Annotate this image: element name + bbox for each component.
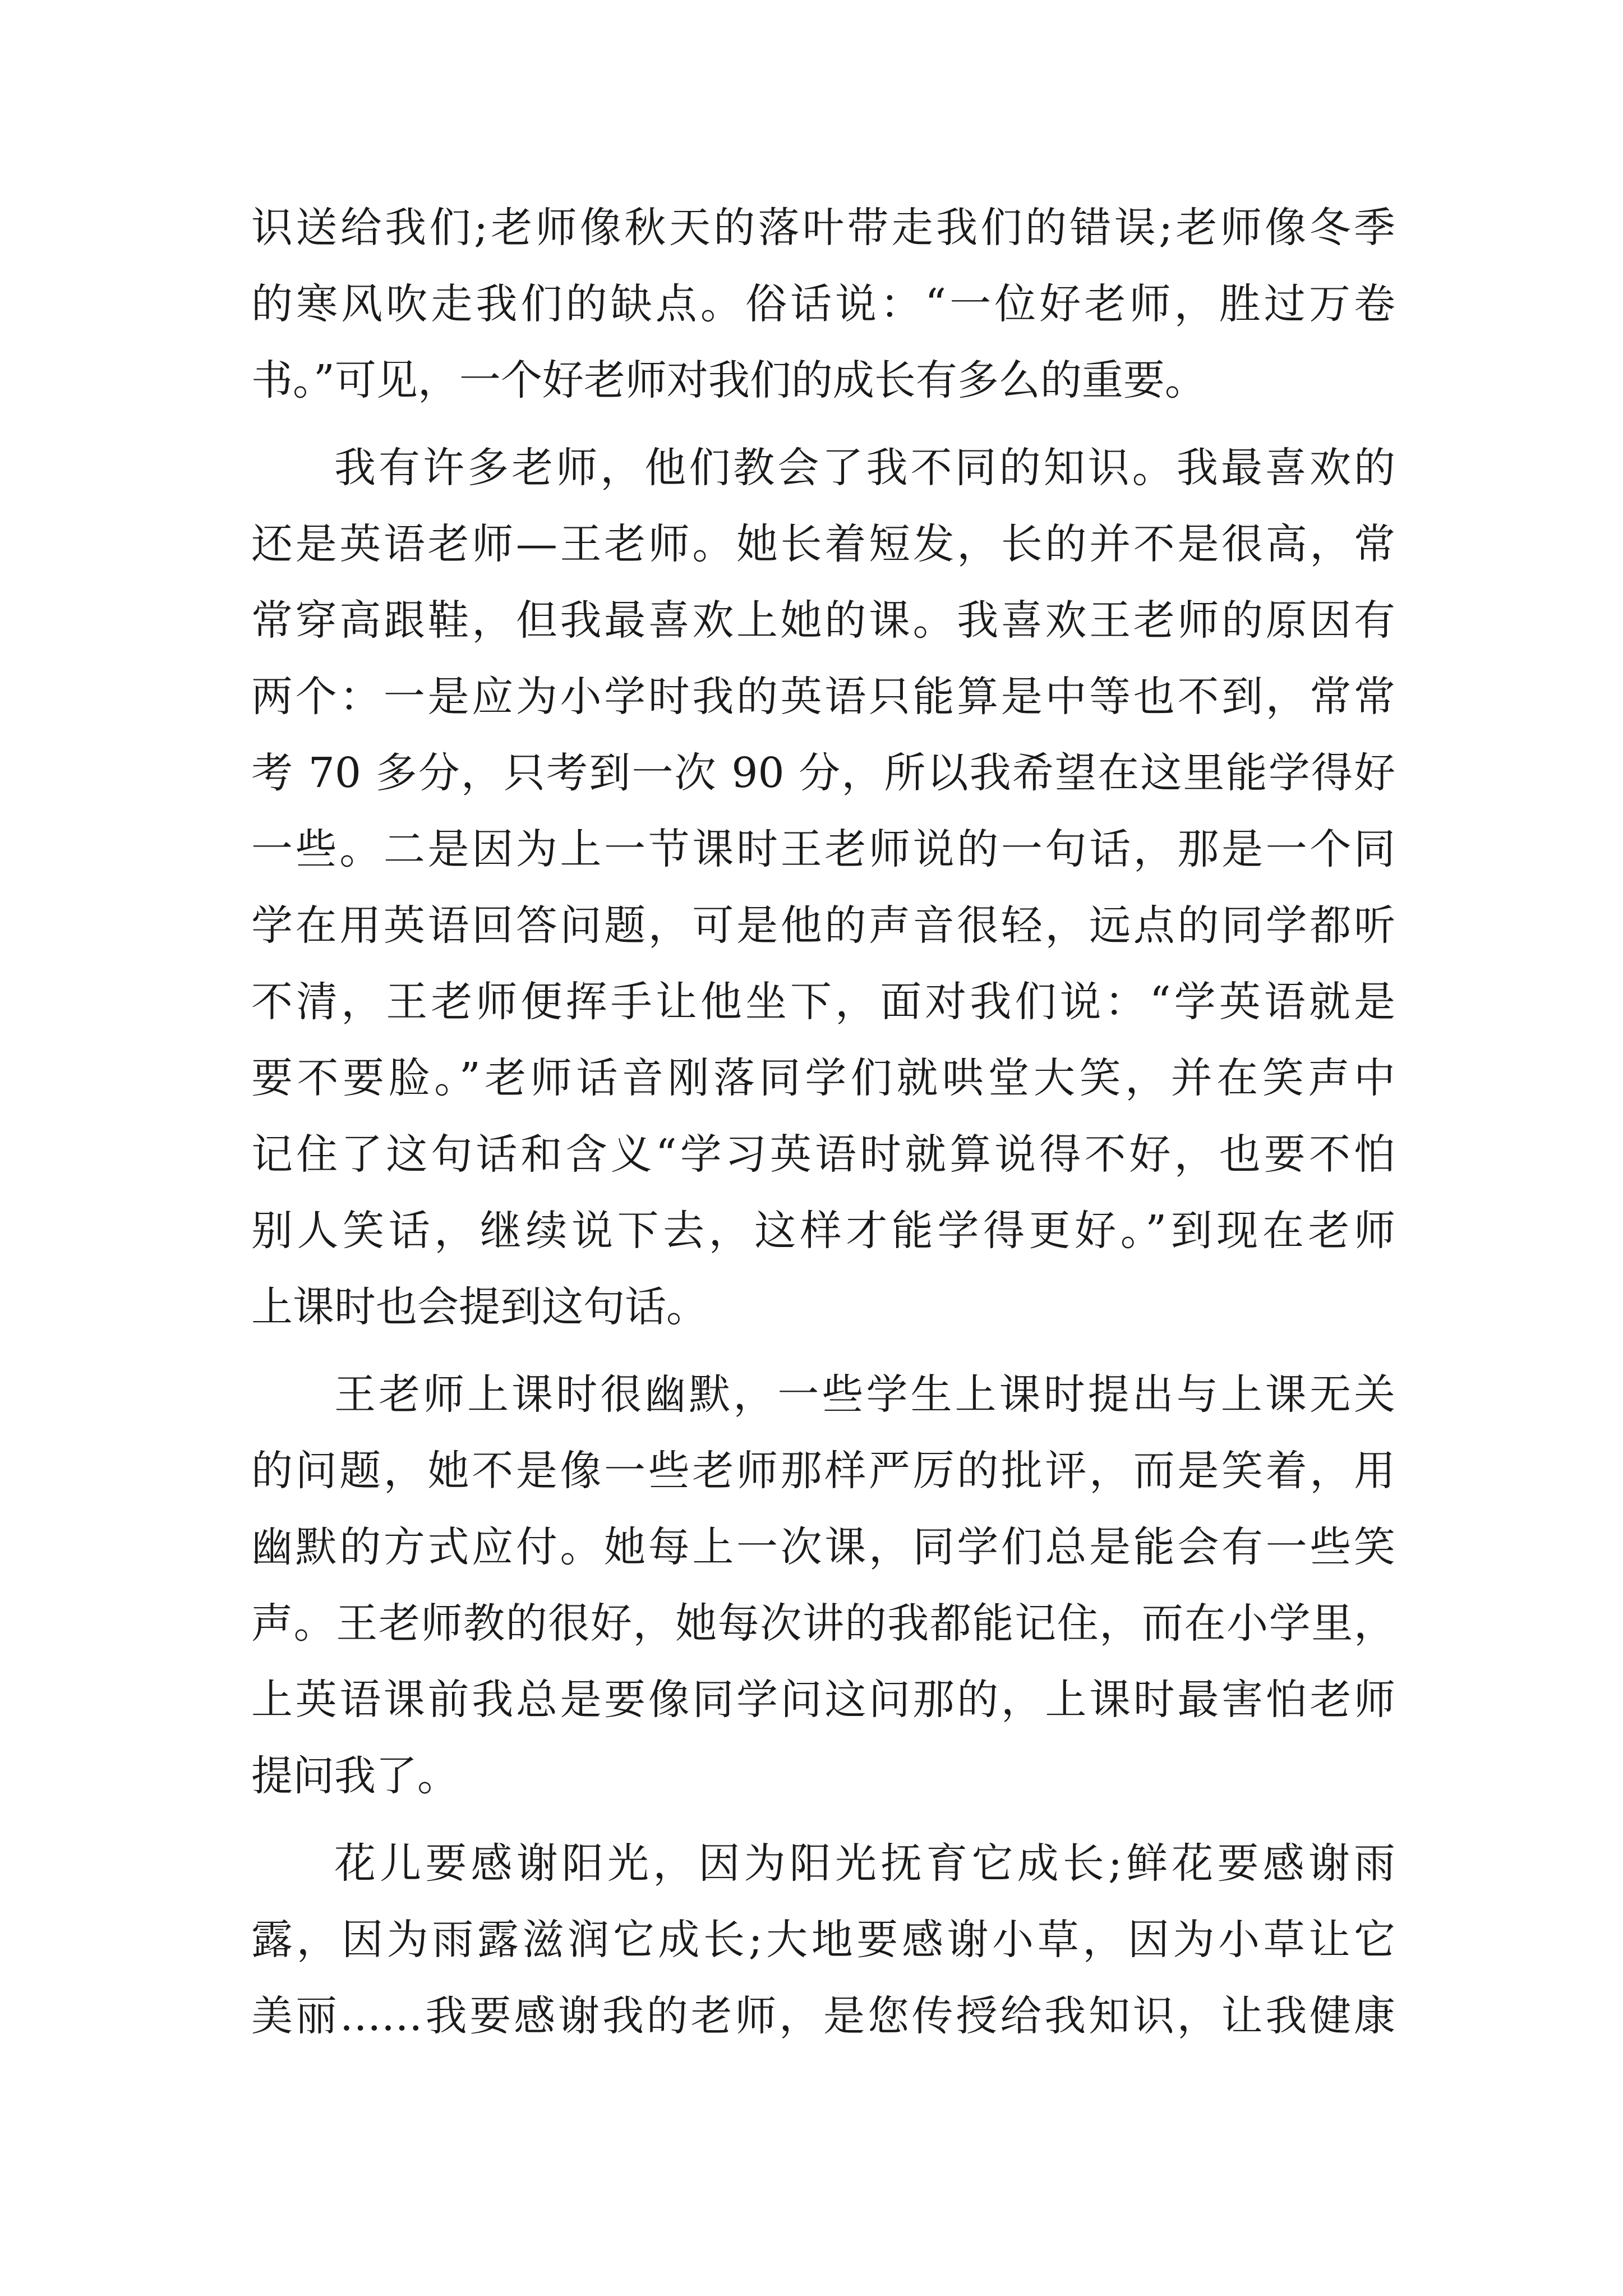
text-line: 记住了这句话和含义“学习英语时就算说得不好，也要不怕 <box>251 1130 1395 1179</box>
text-line: 美丽……我要感谢我的老师，是您传授给我知识，让我健康 <box>251 1992 1395 2040</box>
text-line: 常穿高跟鞋，但我最喜欢上她的课。我喜欢王老师的原因有 <box>251 596 1395 645</box>
text-line: 王老师上课时很幽默，一些学生上课时提出与上课无关 <box>334 1370 1395 1419</box>
paragraph <box>251 1825 1395 2054</box>
text-line: 花儿要感谢阳光，因为阳光抚育它成长;鲜花要感谢雨 <box>334 1839 1395 1888</box>
paragraph-gap <box>251 418 1395 430</box>
text-line: 考 70 多分，只考到一次 90 分，所以我希望在这里能学得好 <box>251 749 1395 797</box>
text-line: 还是英语老师—王老师。她长着短发，长的并不是很高，常 <box>251 520 1395 568</box>
text-line: 的问题，她不是像一些老师那样严厉的批评，而是笑着，用 <box>251 1447 1395 1495</box>
text-line: 识送给我们;老师像秋天的落叶带走我们的错误;老师像冬季 <box>251 204 1395 252</box>
text-line: 我有许多老师，他们教会了我不同的知识。我最喜欢的 <box>334 444 1395 492</box>
paragraph <box>251 1356 1395 1814</box>
text-line: 的寒风吹走我们的缺点。俗话说：“一位好老师，胜过万卷 <box>251 280 1395 328</box>
text-line: 上英语课前我总是要像同学问这问那的，上课时最害怕老师 <box>251 1676 1395 1724</box>
text-line: 一些。二是因为上一节课时王老师说的一句话，那是一个同 <box>251 825 1395 873</box>
text-line: 要不要脸。”老师话音刚落同学们就哄堂大笑，并在笑声中 <box>251 1054 1395 1102</box>
text-line: 露，因为雨露滋润它成长;大地要感谢小草，因为小草让它 <box>251 1916 1395 1964</box>
text-line: 别人笑话，继续说下去，这样才能学得更好。”到现在老师 <box>251 1207 1395 1255</box>
paragraph-gap <box>251 1345 1395 1356</box>
text-line: 上课时也会提到这句话。 <box>251 1283 708 1331</box>
text-line: 书。”可见，一个好老师对我们的成长有多么的重要。 <box>251 356 1206 404</box>
document-body <box>251 190 1395 2054</box>
text-line: 两个：一是应为小学时我的英语只能算是中等也不到，常常 <box>251 673 1395 721</box>
text-line: 学在用英语回答问题，可是他的声音很轻，远点的同学都听 <box>251 901 1395 950</box>
paragraph <box>251 430 1395 1345</box>
text-line: 不清，王老师便挥手让他坐下，面对我们说：“学英语就是 <box>251 978 1395 1026</box>
text-line: 提问我了。 <box>251 1752 459 1800</box>
paragraph <box>251 190 1395 418</box>
text-line: 幽默的方式应付。她每上一次课，同学们总是能会有一些笑 <box>251 1523 1395 1571</box>
text-line: 声。王老师教的很好，她每次讲的我都能记住，而在小学里， <box>251 1599 1395 1648</box>
paragraph-gap <box>251 1814 1395 1825</box>
